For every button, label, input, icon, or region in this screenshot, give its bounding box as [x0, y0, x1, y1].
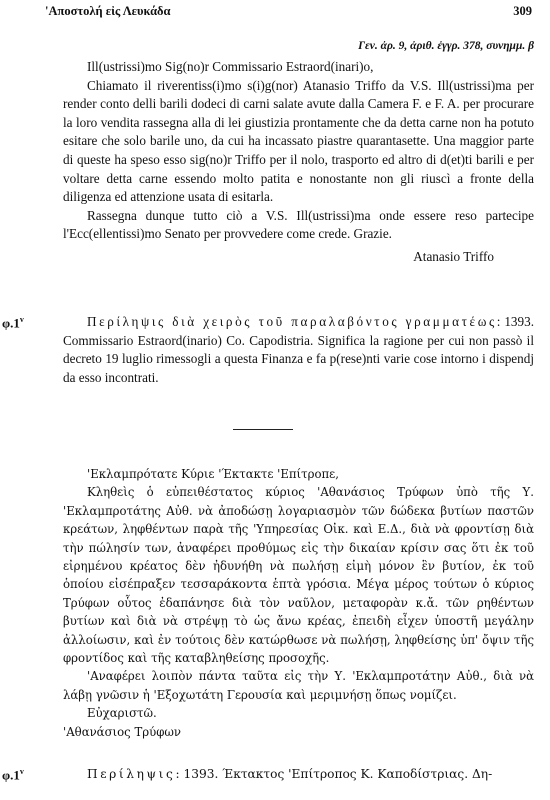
page-number: 309: [513, 4, 532, 18]
italian-letter: [63, 58, 534, 267]
italian-body: Chiamato il riverentiss(i)mo s(i)g(nor) Atanasio Triffo da V.S. Ill(ustrissi)ma per render conto delli barili dodeci di carni salate avute dalla Camera F. e F. A. per procurare la loro vendita rassegna alla di lei giustizia prontamente che da detta carne non ha potuto esitare che solo barile uno, da cui ha incassato piastre quarantasette. Una maggior parte di queste ha speso esso sig(no)r Triffo per il nolo, trasporto ed altro di d(et)ti barili e per voltare detta carne essendo molto patita e nonostante non gli riuscì a fronte della diligenza ed attenzione usata di esitarla.: [63, 77, 534, 205]
greek-body: Κληθεὶς ὁ εὐπειθέστατος κύριος 'Αθανάσιος Τρύφων ὑπὸ τῆς Υ. 'Εκλαμπροτάτης Αὐθ. νὰ ἀποδώσῃ λογαριασμὸν τῶν δώδεκα βυτίων παστῶν κρεάτων, ληφθέντων παρὰ τῆς 'Υπηρεσίας Οἰκ. καὶ Ε.Δ., διὰ νὰ φροντίσῃ διὰ τὴν πώλησίν των, ἀναφέρει προθύμως εἰς τὴν δικαίαν κρίσιν σας ὅτι ἐκ τοῦ εἰρημένου κρέατος δὲν ἠδυνήθη νὰ πωλήσῃ εἰμὴ μόνον ἓν βυτίον, ἐκ τοῦ ὁποίου εἰσέπραξεν τεσσαράκοντα ἑπτὰ γρόσια. Μέγα μέρος τούτων ὁ κύριος Τρύφων οὗτος ἐδαπάνησε διὰ τὸν ναῦλον, μεταφορὰν κ.ἄ. τῶν ρηθέντων βυτίων καὶ διὰ νὰ στρέψῃ τὸ ὡς ἄνω κρέας, ἐπειδὴ εἶχεν ὑποστῆ μεγάλην ἀλλοίωσιν, καὶ ἐν τούτοις δὲν κατώρθωσε νὰ πωλήσῃ, ληφθείσης ὑπ' ὄψιν τῆς φροντίδος καὶ τῆς καταβληθείσης προσοχῆς.: [63, 485, 534, 666]
running-head: [45, 4, 532, 19]
greek-signature: 'Αθανάσιος Τρύφων: [63, 724, 182, 739]
italian-summary: [63, 313, 534, 387]
greek-salutation: 'Εκλαμπρότατε Κύριε 'Έκτακτε 'Επίτροπε,: [87, 467, 339, 481]
summary-text-italian: : 1393. Commissario Estraord(inario) Co. Capodistria. Significa la ragione per cui non passò il decreto 19 luglio rimessogli a questa Finanza e fa p(rese)nti varie cose intorno i dispendj da esso incontrati.: [63, 314, 534, 385]
summary-text-greek: : 1393. Έκτακτος 'Επίτροπος Κ. Καποδίστριας. Δη-: [175, 767, 493, 781]
source-reference: Γεν. ἀρ. 9, ἀριθ. ἐγγρ. 378, συνημμ. β: [358, 40, 534, 52]
italian-signature: Atanasio Triffo: [413, 248, 494, 264]
greek-closing: 'Αναφέρει λοιπὸν πάντα ταῦτα εἰς τὴν Υ. 'Εκλαμπροτάτην Αὐθ., διὰ νὰ λάβῃ γνῶσιν ἡ 'Εξοχωτάτη Γερουσία καὶ μεριμνήσῃ ὅπως νομίζει.: [63, 669, 534, 702]
folio-margin-label-2: φ.1$^v$: [2, 767, 24, 783]
summary-lead-greek: Περίληψις: [87, 767, 176, 781]
section-divider: [233, 429, 293, 430]
greek-letter: [63, 465, 534, 741]
italian-salutation: Ill(ustrissi)mo Sig(no)r Commissario Estraord(inari)o,: [87, 59, 374, 74]
italian-closing: Rassegna dunque tutto ciò a V.S. Ill(ustrissi)ma onde essere reso partecipe l'Ecc(ellentissi)mo Senato per provvedere come crede. Grazie.: [63, 207, 534, 242]
summary-lead-italian: Περίληψις διὰ χειρὸς τοῦ παραλαβόντος γραμματέως: [87, 314, 497, 329]
running-title: 'Αποστολή εἰς Λευκάδα: [45, 4, 171, 18]
greek-summary: [63, 765, 534, 784]
greek-thanks: Εὐχαριστῶ.: [87, 706, 157, 721]
folio-margin-label-1: φ.1$^v$: [2, 315, 24, 331]
